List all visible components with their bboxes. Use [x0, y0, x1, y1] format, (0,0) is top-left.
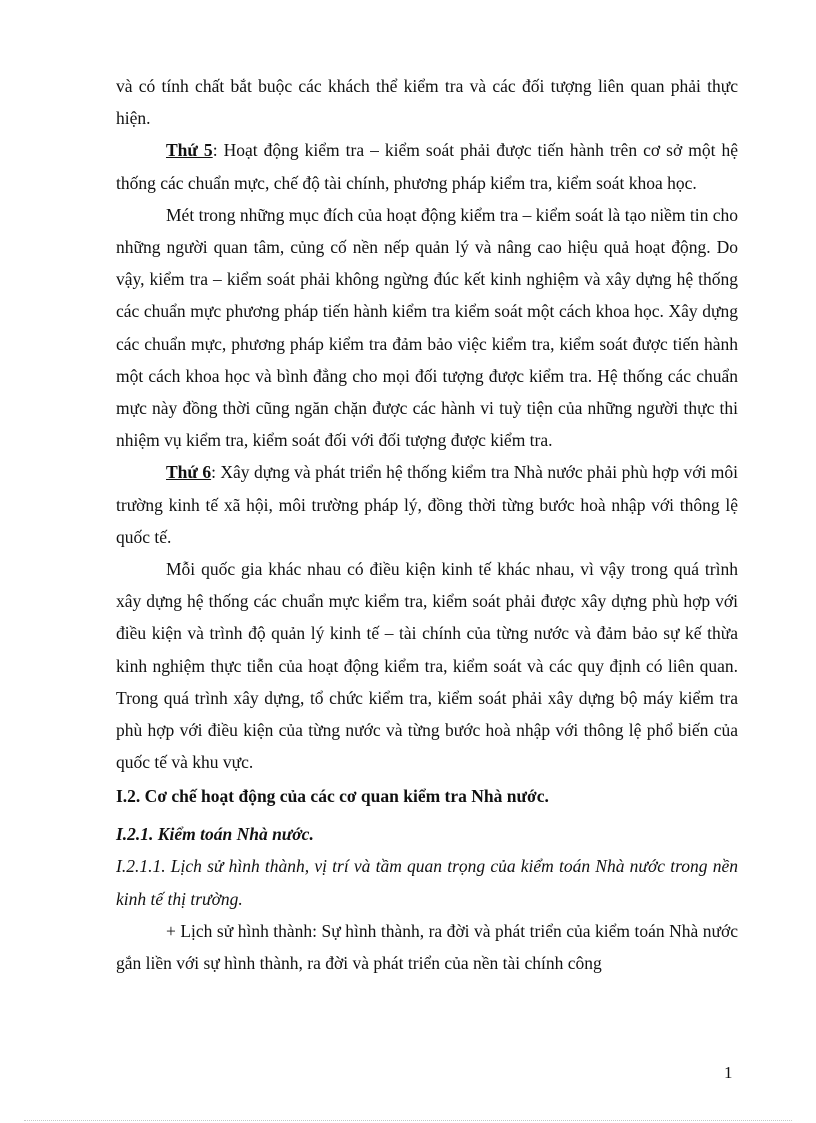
- paragraph-purpose: Mét trong những mục đích của hoạt động kiểm tra – kiểm soát là tạo niềm tin cho những người quan tâm, củng cố nền nếp quản lý và nâng cao hiệu quả hoạt động. Do vậy, kiểm tra – kiểm soát phải không ngừng đúc kết kinh nghiệm và xây dựng hệ thống các chuẩn mực phương pháp tiến hành kiểm tra kiểm soát một cách khoa học. Xây dựng các chuẩn mực, phương pháp kiểm tra đảm bảo việc kiểm tra, kiểm soát được tiến hành một cách khoa học và bình đẳng cho mọi đối tượng được kiểm tra. Hệ thống các chuẩn mực này đồng thời cũng ngăn chặn được các hành vi tuỳ tiện của những người thực thi nhiệm vụ kiểm tra, kiểm soát đối với đối tượng được kiểm tra.: [116, 204, 738, 451]
- paragraph-history: + Lịch sử hình thành: Sự hình thành, ra đời và phát triển của kiểm toán Nhà nước gắn liền với sự hình thành, ra đời và phát triển của nền tài chính công: [116, 920, 738, 974]
- lead-thu-6: Thứ 6: [166, 462, 212, 483]
- page-number: 1: [724, 1063, 733, 1082]
- heading-section-1-2-1: I.2.1. Kiểm toán Nhà nước.: [116, 824, 314, 845]
- paragraph-thu-5: [116, 134, 738, 198]
- lead-thu-5: Thứ 5: [166, 140, 213, 161]
- heading-section-1-2: I.2. Cơ chế hoạt động của các cơ quan kiểm tra Nhà nước.: [116, 786, 549, 807]
- footer-divider: [24, 1120, 792, 1121]
- paragraph-thu-5-text: : Hoạt động kiểm tra – kiểm soát phải được tiến hành trên cơ sở một hệ thống các chuẩn mực, chế độ tài chính, phương pháp kiểm tra, kiểm soát khoa học.: [116, 140, 738, 193]
- paragraph-national-conditions: Mỗi quốc gia khác nhau có điều kiện kinh tế khác nhau, vì vậy trong quá trình xây dựng hệ thống các chuẩn mực kiểm tra, kiểm soát phải được xây dựng phù hợp với điều kiện và trình độ quản lý kinh tế – tài chính của từng nước và đảm bảo sự kế thừa kinh nghiệm thực tiễn của hoạt động kiểm tra, kiểm soát và các quy định có liên quan. Trong quá trình xây dựng, tổ chức kiểm tra, kiểm soát phải xây dựng bộ máy kiểm tra phù hợp với điều kiện của từng nước và từng bước hoà nhập với thông lệ phổ biến của quốc tế và khu vực.: [116, 559, 738, 773]
- paragraph-continuation: và có tính chất bắt buộc các khách thể kiểm tra và các đối tượng liên quan phải thực hiện.: [116, 76, 738, 129]
- paragraph-thu-6: [116, 456, 738, 553]
- paragraph-thu-6-text: : Xây dựng và phát triển hệ thống kiểm tra Nhà nước phải phù hợp với môi trường kinh tế xã hội, môi trường pháp lý, đồng thời từng bước hoà nhập với thông lệ quốc tế.: [116, 462, 738, 547]
- document-page: [116, 70, 738, 979]
- heading-section-1-2-1-1: I.2.1.1. Lịch sử hình thành, vị trí và tầm quan trọng của kiểm toán Nhà nước trong nền kinh tế thị trường.: [116, 856, 738, 909]
